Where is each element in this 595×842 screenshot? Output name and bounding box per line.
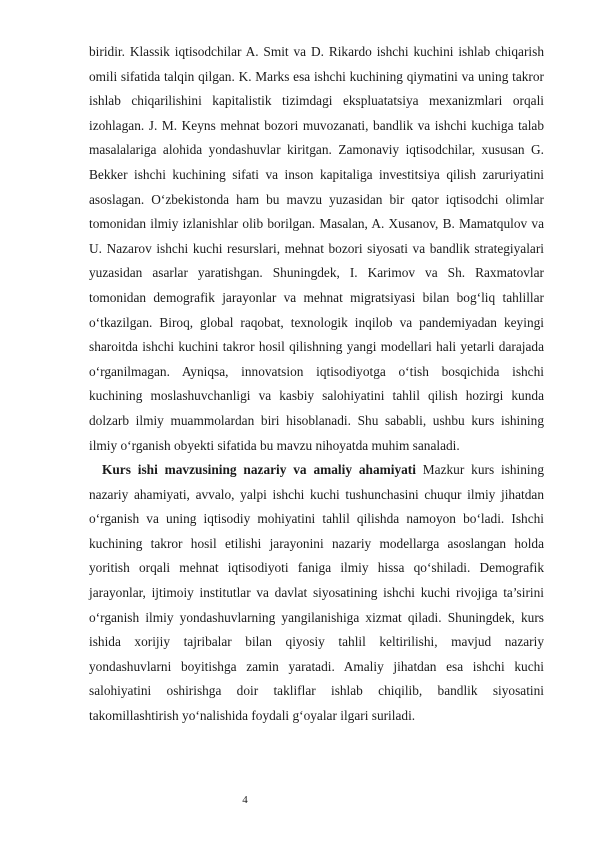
body-paragraph: biridir. Klassik iqtisodchilar A. Smit va D. Rikardo ishchi kuchini ishlab chiqarish omili sifatida talqin qilgan. K. Marks esa ishchi kuchining qiymatini va uning takror ishlab chiqarilishini kapitalistik tizimdagi ekspluatatsiya mexanizmlari orqali izohlagan. J. M. Keyns mehnat bozori muvozanati, bandlik va ishchi kuchiga talab masalalariga alohida yondashuvlar kiritgan. Zamonaviy iqtisodchilar, xususan G. Bekker ishchi kuchining sifati va inson kapitaliga investitsiya qilish zaruriyatini asoslagan. O‘zbekistonda ham bu mavzu yuzasidan bir qator iqtisodchi olimlar tomonidan ilmiy izlanishlar olib borilgan. Masalan, A. Xusanov, B. Mamatqulov va U. Nazarov ishchi kuchi resurslari, mehnat bozori siyosati va bandlik strategiyalari yuzasidan asarlar yaratishgan. Shuningdek, I. Karimov va Sh. Raxmatovlar tomonidan demografik jarayonlar va mehnat migratsiyasi bilan bog‘liq tahlillar o‘tkazilgan. Biroq, global raqobat, texnologik inqilob va pandemiyadan keyingi sharoitda ishchi kuchini takror hosil qilishning yangi modellari hali yetarli darajada o‘rganilmagan. Ayniqsa, innovatsion iqtisodiyotga o‘tish bosqichida ishchi kuchining moslashuvchanligi va kasbiy salohiyatini tahlil qilish hozirgi kunda dolzarb ilmiy muammolardan biri hisoblanadi. Shu sababli, ushbu kurs ishining ilmiy o‘rganish obyekti sifatida bu mavzu nihoyatda muhim sanaladi. <box>89 44 544 453</box>
section-heading: Kurs ishi mavzusining nazariy va amaliy ahamiyati <box>102 462 416 478</box>
section-body-text: Mazkur kurs ishining nazariy ahamiyati, avvalo, yalpi ishchi kuchi tushunchasini chuqur ilmiy jihatdan o‘rganish va uning iqtisodiy mohiyatini tahlil qilishda namoyon bo‘ladi. Ishchi kuchining takror hosil etilishi jarayonini nazariy modellarga asoslangan holda yoritish orqali mehnat iqtisodiyoti faniga ilmiy hissa qo‘shiladi. Demografik jarayonlar, ijtimoiy institutlar va davlat siyosatining ishchi kuchi rivojiga ta’sirini o‘rganish ilmiy yondashuvlarning yangilanishiga xizmat qiladi. Shuningdek, kurs ishida xorijiy tajribalar bilan qiyosiy tahlil keltirilishi, mavjud nazariy yondashuvlarni boyitishga zamin yaratadi. Amaliy jihatdan esa ishchi kuchi salohiyatini oshirishga doir takliflar ishlab chiqilib, bandlik siyosatini takomillashtirish yo‘nalishida foydali g‘oyalar ilgari suriladi. <box>89 462 544 724</box>
page-number: 4 <box>242 794 248 806</box>
document-page <box>89 40 544 729</box>
section-paragraph <box>89 458 544 729</box>
